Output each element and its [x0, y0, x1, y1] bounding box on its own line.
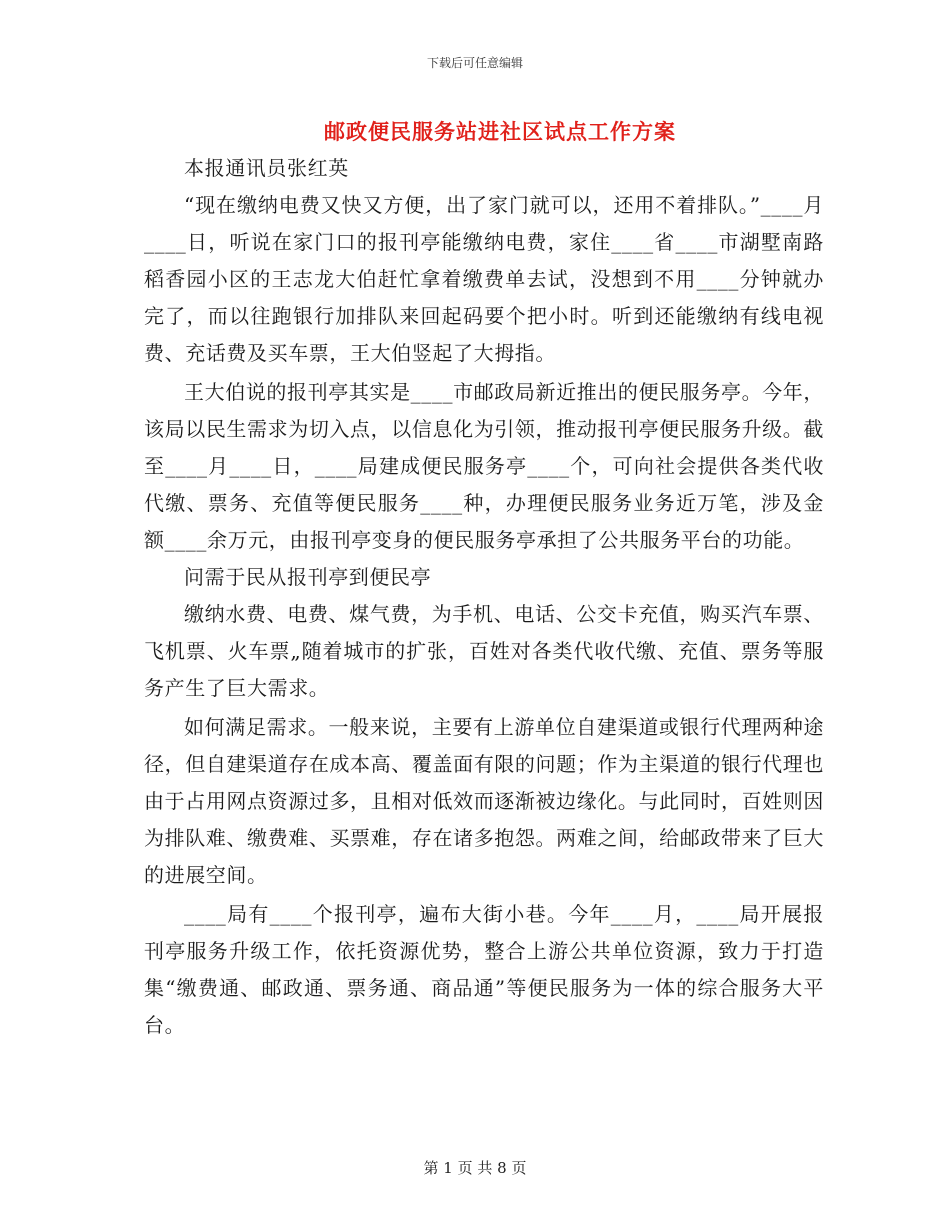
body-paragraph: “现在缴纳电费又快又方便，出了家门就可以，还用不着排队。”____月____日，听说在家门口的报刊亭能缴纳电费，家住____省____市湖墅南路稻香园小区的王志龙大伯赶忙拿着缴费单去试，没想到不用____分钟就办完了，而以往跑银行加排队来回起码要个把小时。听到还能缴纳有线电视费、充话费及买车票，王大伯竖起了大拇指。: [144, 193, 824, 365]
body-paragraph: ____局有____个报刊亭，遍布大街小巷。今年____月，____局开展报刊亭服务升级工作，依托资源优势，整合上游公共单位资源，致力于打造集“缴费通、邮政通、票务通、商品通”等便民服务为一体的综合服务大平台。: [144, 902, 824, 1037]
section-heading: 问需于民从报刊亭到便民亭: [184, 565, 432, 589]
byline-paragraph: 本报通讯员张红英: [184, 156, 349, 180]
document-body: [144, 150, 824, 1044]
body-paragraph: 如何满足需求。一般来说，主要有上游单位自建渠道或银行代理两种途径，但自建渠道存在成本高、覆盖面有限的问题；作为主渠道的银行代理也由于占用网点资源过多，且相对低效而逐渐被边缘化。与此同时，百姓则因为排队难、缴费难、买票难，存在诸多抱怨。两难之间，给邮政带来了巨大的进展空间。: [144, 715, 824, 887]
page-number-footer: 第 1 页 共 8 页: [423, 1159, 527, 1177]
body-paragraph: 缴纳水费、电费、煤气费，为手机、电话、公交卡充值，购买汽车票、飞机票、火车票„随着城市的扩张，百姓对各类代收代缴、充值、票务等服务产生了巨大需求。: [144, 602, 824, 700]
header-note: 下载后可任意编辑: [426, 56, 523, 70]
body-paragraph: 王大伯说的报刊亭其实是____市邮政局新近推出的便民服务亭。今年，该局以民生需求为切入点，以信息化为引领，推动报刊亭便民服务升级。截至____月____日，____局建成便民服务亭____个，可向社会提供各类代收代缴、票务、充值等便民服务____种，办理便民服务业务近万笔，涉及金额____余万元，由报刊亭变身的便民服务亭承担了公共服务平台的功能。: [144, 380, 824, 552]
document-title: 邮政便民服务站进社区试点工作方案: [324, 119, 676, 144]
